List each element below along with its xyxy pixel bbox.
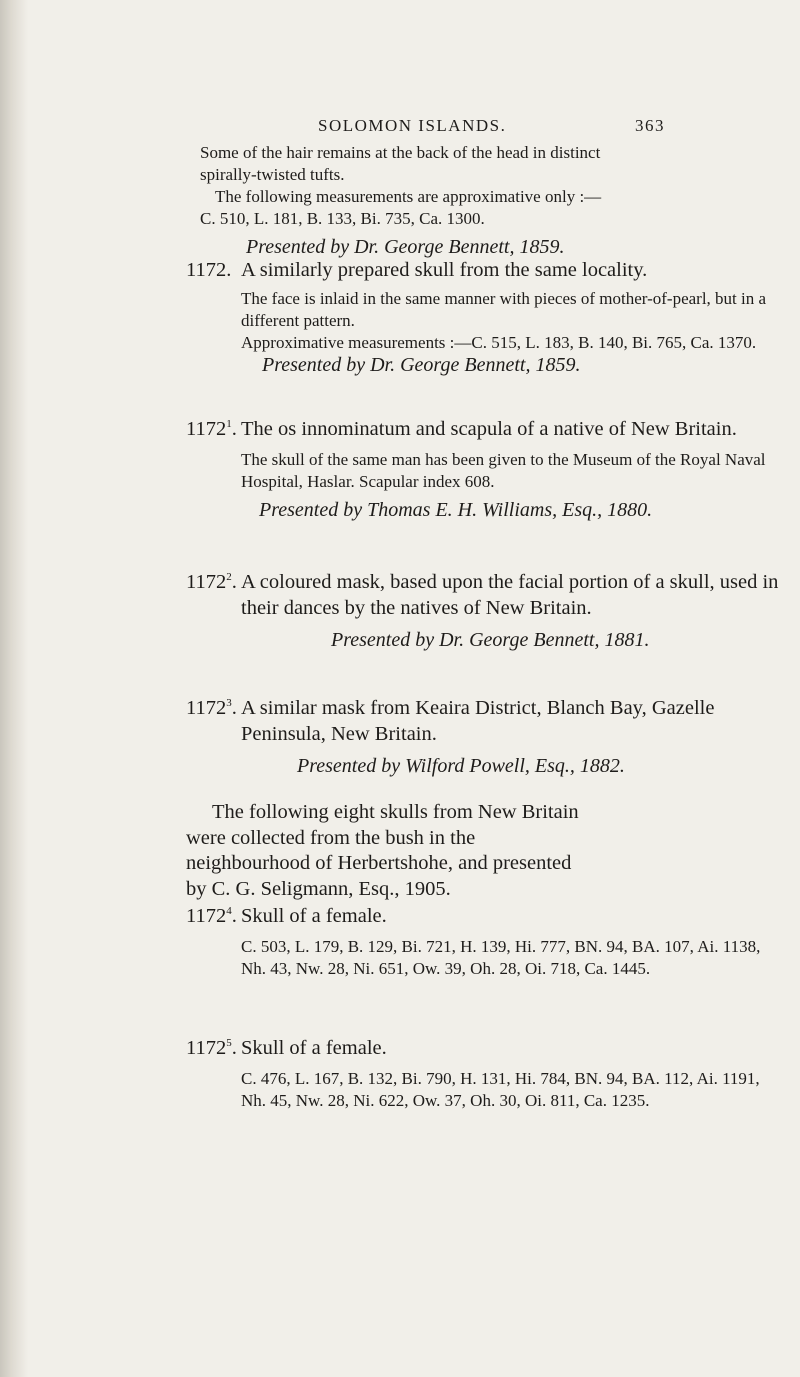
entry-1172-5 — [0, 1036, 800, 1112]
entry-title: A similarly prepared skull from the same locality. — [241, 259, 648, 281]
entry-1172-2 — [0, 570, 800, 652]
intro-line: spirally-twisted tufts. — [200, 165, 345, 184]
entry-superscript: 2 — [226, 571, 232, 583]
entry-heading — [0, 1036, 800, 1062]
entry-title: Skull of a female. — [241, 905, 387, 927]
entry-superscript: 5 — [226, 1037, 232, 1049]
entry-presented-by: Presented by Thomas E. H. Williams, Esq., 1880. — [259, 498, 653, 521]
entry-heading — [0, 258, 800, 284]
collection-note: The following eight skulls from New Britain were collected from the bush in the neighbourhood of Herbertshohe, and presented by C. G. Seligmann, Esq., 1905. — [186, 801, 579, 900]
entry-presented-by: Presented by Wilford Powell, Esq., 1882. — [297, 755, 625, 777]
entry-heading — [0, 904, 800, 930]
entry-presented-by: Presented by Dr. George Bennett, 1859. — [262, 353, 581, 376]
entry-measurements: Approximative measurements :—C. 515, L. 183, B. 140, Bi. 765, Ca. 1370. — [241, 332, 757, 352]
entry-number: 1172$^2$. — [186, 571, 237, 593]
entry-title: A coloured mask, based upon the facial portion of a skull, used in their dances by the natives of New Britain. — [241, 571, 779, 619]
intro-line: Some of the hair remains at the back of the head in distinct — [200, 143, 601, 162]
intro-block — [0, 142, 800, 258]
entry-measurements: C. 476, L. 167, B. 132, Bi. 790, H. 131, Hi. 784, BN. 94, BA. 112, Ai. 1191, Nh. 45, Nw. 28, Ni. 622, Ow. 37, Oh. 30, Oi. 811, Ca. 1235. — [241, 1068, 760, 1110]
entry-number: 1172$^5$. — [186, 1037, 237, 1059]
entry-title: Skull of a female. — [241, 1037, 387, 1059]
entry-presented-by: Presented by Dr. George Bennett, 1881. — [331, 629, 650, 651]
entry-number: 1172$^1$. — [186, 418, 237, 440]
entry-superscript: 3 — [226, 697, 232, 709]
entry-heading — [0, 696, 800, 747]
entry-number: 1172. — [186, 259, 232, 281]
entry-superscript: 4 — [226, 905, 232, 917]
running-title: SOLOMON ISLANDS. — [318, 116, 507, 135]
entry-description: The skull of the same man has been given to the Museum of the Royal Naval Hospital, Haslar. Scapular index 608. — [241, 449, 766, 491]
intro-line: The following measurements are approximative only :— — [215, 187, 602, 206]
entry-heading — [0, 417, 800, 443]
intro-presented-by: Presented by Dr. George Bennett, 1859. — [246, 236, 565, 258]
entry-heading — [0, 570, 800, 621]
entry-number: 1172$^3$. — [186, 697, 237, 719]
entry-measurements: C. 503, L. 179, B. 129, Bi. 721, H. 139, Hi. 777, BN. 94, BA. 107, Ai. 1138, Nh. 43, Nw. 28, Ni. 651, Ow. 39, Oh. 28, Oi. 718, Ca. 1445. — [241, 936, 761, 978]
intro-measurements: C. 510, L. 181, B. 133, Bi. 735, Ca. 1300. — [200, 209, 485, 228]
entry-superscript: 1 — [226, 418, 232, 430]
entry-description: The face is inlaid in the same manner with pieces of mother-of-pearl, but in a different pattern. — [241, 288, 767, 330]
entry-1172 — [0, 258, 800, 377]
entry-1172-1 — [0, 417, 800, 522]
entry-title: A similar mask from Keaira District, Blanch Bay, Gazelle Peninsula, New Britain. — [241, 697, 715, 745]
entry-title: The os innominatum and scapula of a native of New Britain. — [241, 418, 737, 440]
entry-1172-3 — [0, 696, 800, 778]
entry-number: 1172$^4$. — [186, 905, 237, 927]
page-number: 363 — [635, 116, 665, 135]
entry-1172-4 — [0, 904, 800, 980]
